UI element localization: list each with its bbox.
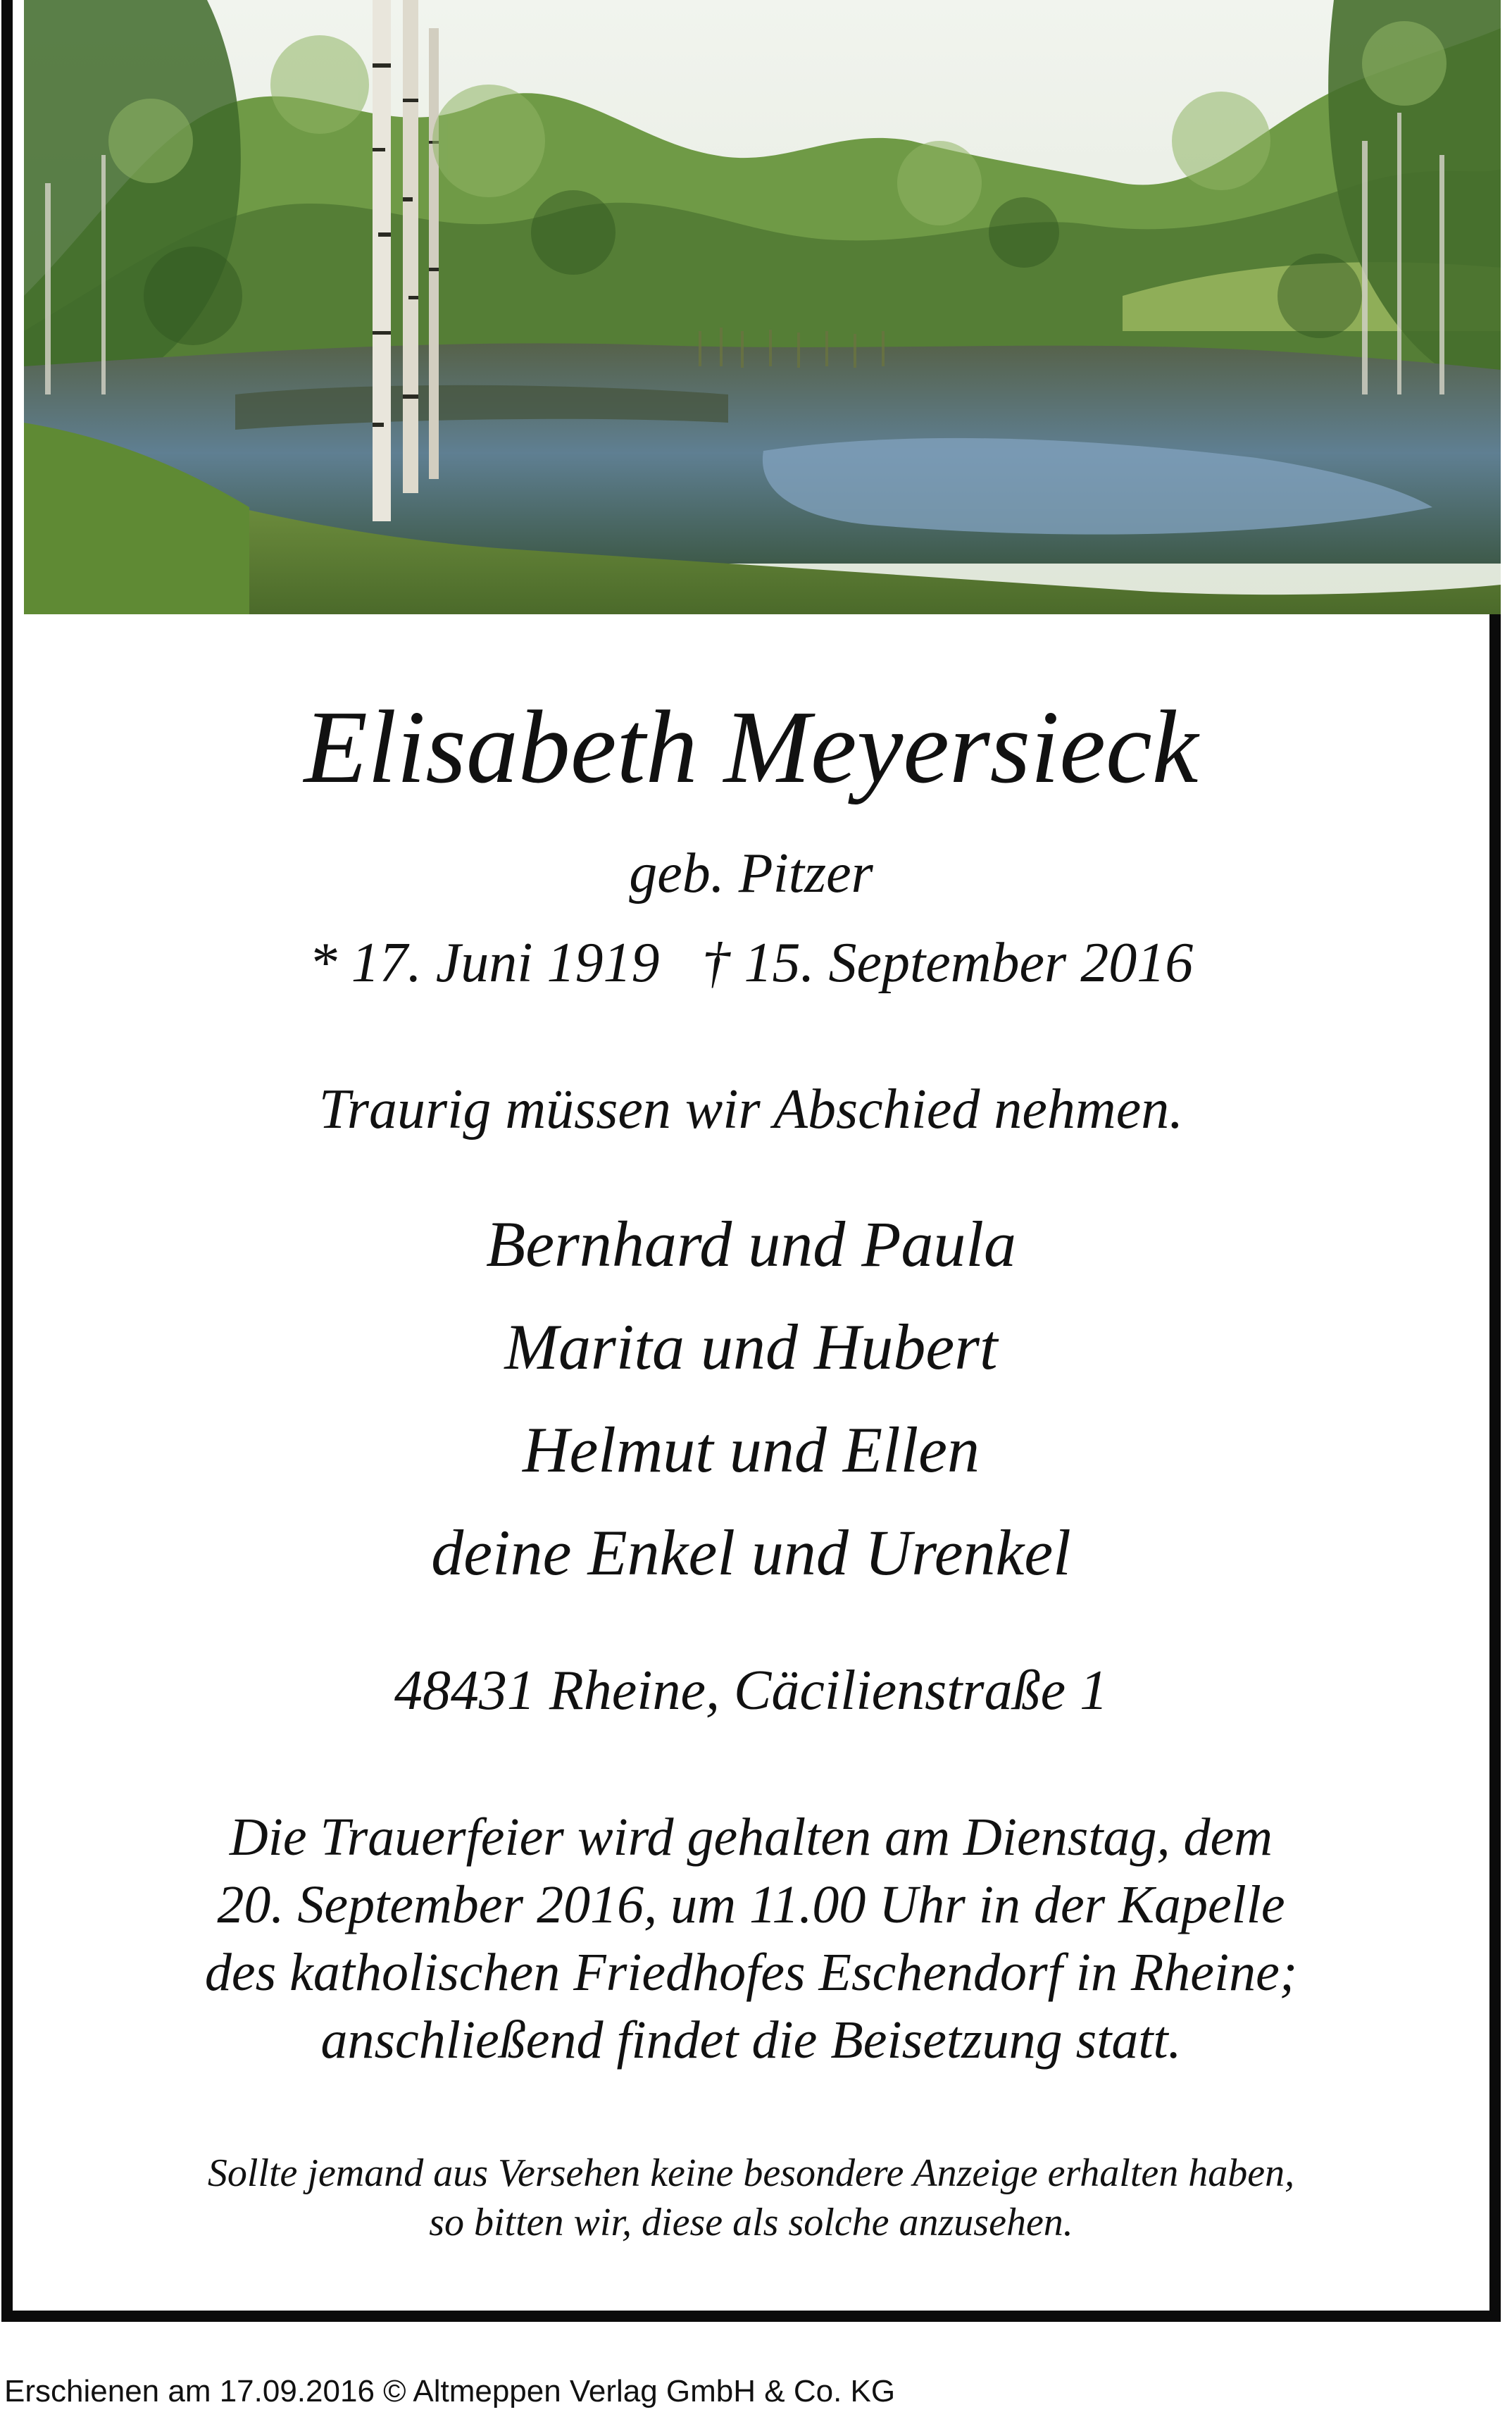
pond-birch-landscape-image: [24, 0, 1501, 614]
ceremony-line: des katholischen Friedhofes Eschendorf in Rheine;: [204, 1943, 1298, 2002]
ceremony-line: 20. September 2016, um 11.00 Uhr in der Kapelle: [217, 1875, 1285, 1934]
closing-note: [13, 2149, 1489, 2247]
mourner-line: Helmut und Ellen: [523, 1414, 980, 1486]
landscape-photo: [24, 0, 1501, 614]
life-dates: [13, 931, 1489, 995]
mourner-line: deine Enkel und Urenkel: [431, 1517, 1071, 1589]
note-line: so bitten wir, diese als solche anzusehen.: [429, 2201, 1073, 2244]
mourners-list: [13, 1193, 1489, 1604]
birth-date: * 17. Juni 1919: [308, 932, 660, 994]
ceremony-details: [13, 1803, 1489, 2074]
note-line: Sollte jemand aus Versehen keine besondere Anzeige erhalten haben,: [207, 2151, 1295, 2195]
birth-name: geb. Pitzer: [629, 843, 873, 904]
ceremony-line: anschließend findet die Beisetzung statt.: [320, 2010, 1182, 2070]
farewell-line: Traurig müssen wir Abschied nehmen.: [318, 1078, 1184, 1140]
mourner-line: Marita und Hubert: [504, 1311, 998, 1383]
mourner-line: Bernhard und Paula: [486, 1208, 1016, 1280]
death-date: † 15. September 2016: [701, 932, 1194, 994]
address: 48431 Rheine, Cäcilienstraße 1: [394, 1660, 1108, 1722]
publication-footer: Erschienen am 17.09.2016 © Altmeppen Verlag GmbH & Co. KG: [4, 2374, 896, 2408]
ceremony-line: Die Trauerfeier wird gehalten am Dienstag, dem: [229, 1808, 1273, 1867]
deceased-name: Elisabeth Meyersieck: [304, 690, 1199, 805]
obituary-frame: [1, 0, 1501, 2322]
